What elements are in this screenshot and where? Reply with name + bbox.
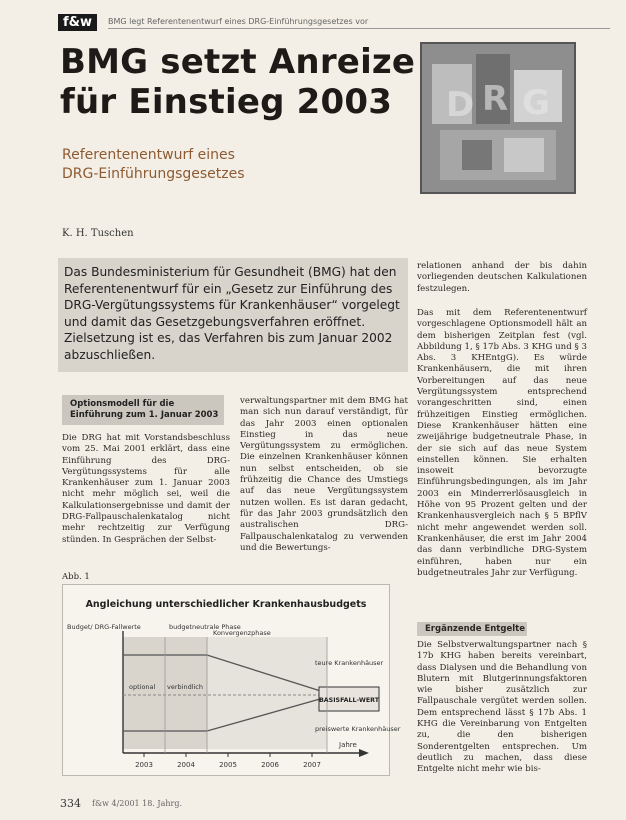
section-heading-right: Ergänzende Entgelte	[425, 624, 525, 634]
label-expensive: teure Krankenhäuser	[315, 659, 384, 667]
phase-label-convergence: Konvergenzphase	[213, 629, 271, 637]
abstract-box	[58, 258, 408, 372]
phase-label-neutral: budgetneutrale Phase	[169, 623, 241, 631]
figure-title: Angleichung unterschiedlicher Krankenhausbudgets	[85, 599, 367, 610]
hero-image	[420, 42, 576, 194]
article-subtitle	[62, 146, 245, 184]
title-line-2: für Einstieg 2003	[60, 82, 393, 122]
subtitle-line-2: DRG-Einführungsgesetzes	[62, 166, 245, 182]
section-box-optionsmodell	[62, 395, 224, 425]
header-rule	[108, 28, 610, 29]
figure-label: Abb. 1	[62, 572, 90, 582]
year-label: 2005	[219, 761, 237, 769]
label-optional: optional	[129, 683, 156, 691]
running-header-text: BMG legt Referentenentwurf eines DRG-Einführungsgesetzes vor	[108, 17, 369, 26]
journal-issue: f&w 4/2001 18. Jahrg.	[92, 799, 183, 808]
year-label: 2004	[177, 761, 195, 769]
label-base-rate: BASISFALL-WERT	[318, 697, 380, 704]
drg-collage-icon	[422, 44, 574, 192]
article-title	[60, 42, 415, 122]
author: K. H. Tuschen	[62, 228, 134, 239]
body-text-right-middle: Das mit dem Referentenentwurf vorgeschlagene Optionsmodell hält an dem bisherigen Zeitplan fest (vgl. Abbildung 1, § 17b Abs. 3 KHG und § 3 Abs. 3 KHEntgG). Es würde Krankenhäusern, die mit ihren Vorbereitungen auf das neue Vergütungssystem entsprechend vorangeschritten sind, einen frühzeitigen Einstieg ermöglichen. Diese Krankenhäuser hätten eine zweijährige budgetneutrale Phase, in der sie sich auf das neue System einstellen können. Sie erhalten insoweit bevorzugte Einführungsbedingungen, als im Jahr 2003 ein Minderrerlösausgleich in Höhe von 95 Prozent gelten und der Krankenhausvergleich nach § 5 BPflV nicht mehr angewendet werden soll. Krankenhäuser, die erst im Jahr 2004 das dann verbindliche DRG-System einführen, haben nur ein budgetneutrales Jahr zur Verfügung.	[417, 308, 587, 578]
body-text-right-bottom: Die Selbstverwaltungspartner nach § 17b KHG haben bereits vereinbart, dass Dialysen und die Behandlung von Blutern mit Blutgerinnungsfaktoren wie bisher zusätzlich zur Fallpauschale vergütet werden sollen. Dem entsprechend lässt § 17b Abs. 1 KHG die Vereinbarung von Entgelten zu, die den bisherigen Sonderentgelten entsprechen. Um deutlich zu machen, dass diese Entgelte nicht mehr wie bis-	[417, 640, 587, 775]
svg-text:R: R	[482, 79, 509, 119]
convergence-phase-area	[207, 637, 327, 749]
abstract-text: Das Bundesministerium für Gesundheit (BMG) hat den Referentenentwurf für ein „Gesetz zur Einführung des DRG-Vergütungssystems für Krankenhäuser“ vorgelegt und damit das Gesetzgebungsverfahren eröffnet. Zielsetzung ist es, das Verfahren bis zum Januar 2002 abzuschließen.	[64, 265, 400, 362]
svg-text:D: D	[446, 85, 475, 125]
svg-text:G: G	[522, 83, 550, 123]
section-heading: Optionsmodell für die Einführung zum 1. Januar 2003	[70, 399, 219, 420]
subtitle-line-1: Referentenentwurf eines	[62, 147, 235, 163]
label-cheap: preiswerte Krankenhäuser	[315, 725, 401, 733]
label-mandatory: verbindlich	[167, 683, 204, 691]
year-label: 2006	[261, 761, 279, 769]
page-number: 334	[60, 797, 81, 810]
figure-budget-convergence	[62, 584, 401, 776]
body-text-left: Die DRG hat mit Vorstandsbeschluss vom 25. Mai 2001 erklärt, dass eine Einführung des DRG-Vergütungssystems für alle Krankenhäuser zum 1. Januar 2003 nicht mehr möglich sei, weil die Kalkulationsergebnisse und damit der DRG-Fallpauschalenkatalog nicht mehr rechtzeitig zur Verfügung stünden. In Gesprächen der Selbst-	[62, 433, 230, 545]
x-axis-label: Jahre	[339, 741, 357, 749]
y-axis-label: Budget/ DRG-Fallwerte	[67, 623, 141, 631]
journal-logo: f&w	[58, 14, 97, 31]
year-label: 2007	[303, 761, 321, 769]
body-text-right-top: relationen anhand der bis dahin vorliegenden deutschen Kalkulationen festzulegen.	[417, 261, 587, 294]
body-text-middle: verwaltungspartner mit dem BMG hat man sich nun darauf verständigt, für das Jahr 2003 einen optionalen Einstieg in das neue Vergütungssystem zu ermöglichen. Die einzelnen Krankenhäuser können nun selbst entscheiden, ob sie frühzeitig die Chance des Umstiegs auf das neue Vergütungssystem nutzen wollen. Es ist daran gedacht, für das Jahr 2003 grundsätzlich den australischen DRG-Fallpauschalenkatalog zu verwenden und die Bewertungs-	[240, 396, 408, 553]
year-label: 2003	[135, 761, 153, 769]
x-axis-arrow-icon	[359, 749, 369, 757]
title-line-1: BMG setzt Anreize	[60, 42, 416, 82]
running-header	[58, 14, 620, 32]
section-box-ergaenzende	[417, 622, 527, 636]
